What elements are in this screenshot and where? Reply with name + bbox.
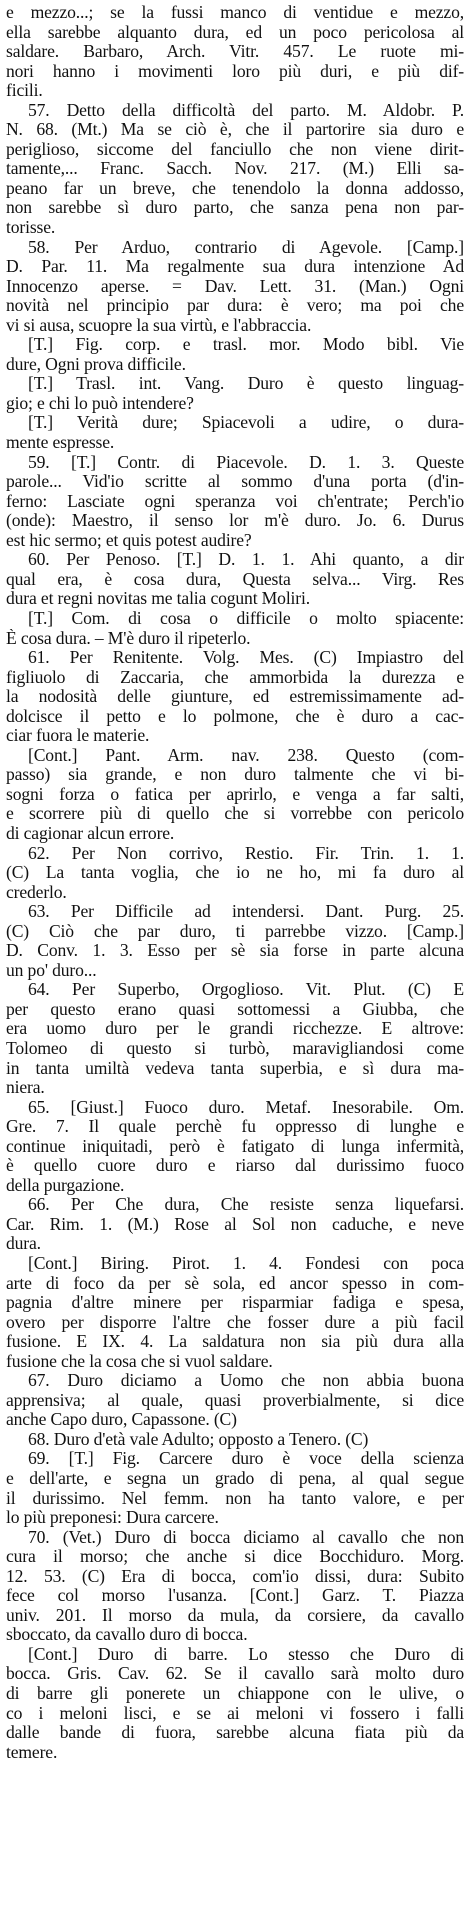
text-line: parole... Vid'io scritte al sommo d'una porta (d'in- — [6, 472, 464, 492]
text-line: dalle bande di fuora, sarebbe alcuna fiata più da — [6, 1723, 464, 1743]
text-line: Tolomeo di questo si turbò, maravigliandosi come — [6, 1038, 464, 1058]
text-line: novità nel principio par dura: è vero; ma poi che — [6, 296, 464, 316]
text-line: continue iniquitadi, però è fatigato di lunga infermità, — [6, 1136, 464, 1156]
text-line: [T.] Verità dure; Spiacevoli a udire, o dura- — [28, 413, 464, 433]
text-line: 61. Per Renitente. Volg. Mes. (C) Impiastro del — [28, 648, 464, 668]
text-line: ella sarebbe alquanto dura, ed un poco pericolosa al — [6, 22, 464, 42]
text-line: [Cont.] Biring. Pirot. 1. 4. Fondesi con poca — [28, 1254, 464, 1273]
text-line: Innocenzo aperse. = Dav. Lett. 31. (Man.) Ogni — [6, 276, 464, 296]
text-line: nori hanno i movimenti loro più duri, e più dif- — [6, 61, 464, 81]
text-line: 69. [T.] Fig. Carcere duro è voce della scienza — [28, 1449, 464, 1469]
text-line: della purgazione. — [6, 1175, 125, 1195]
text-line: gio; e chi lo può intendere? — [6, 393, 194, 413]
text-line: vi si ausa, scuopre la sua virtù, e l'abbraccia. — [6, 315, 312, 335]
text-line: dura et regni novitas me talia cogunt Moliri. — [6, 589, 310, 609]
text-line: univ. 201. Il morso da mula, da corsiere, da cavallo — [6, 1605, 464, 1625]
text-line: N. 68. (Mt.) Ma se ciò è, che il partorire sia duro e — [6, 120, 464, 140]
text-line: torisse. — [6, 218, 56, 238]
text-line: bocca. Gris. Cav. 62. Se il cavallo sarà molto duro — [6, 1664, 464, 1684]
text-line: e scorrere più di quello che si vorrebbe con pericolo — [6, 804, 464, 824]
text-line: dura. — [6, 1234, 41, 1254]
text-line: un po' duro... — [6, 960, 97, 980]
text-line: periglioso, siccome del fanciullo che non viene dirit- — [6, 139, 464, 159]
text-line: 64. Per Superbo, Orgoglioso. Vit. Plut. (C) E — [28, 980, 464, 1000]
text-line: peano far un breve, che tenendolo la donna addosso, — [6, 178, 464, 198]
text-line: Gre. 7. Il quale perchè fu oppresso di lunghe e — [6, 1117, 464, 1137]
text-line: e mezzo...; se la fussi manco di ventidue e mezzo, — [6, 3, 464, 22]
text-line: 58. Per Arduo, contrario di Agevole. [Camp.] — [28, 237, 464, 257]
text-line: fusione. E IX. 4. La saldatura non sia più dura alla — [6, 1332, 464, 1352]
text-line: est hic sermo; et quis potest audire? — [6, 530, 252, 550]
text-line: figliuolo di Zaccaria, che ammorbida la durezza e — [6, 667, 464, 687]
text-line: 68. Duro d'età vale Adulto; opposto a Tenero. (C) — [28, 1429, 369, 1449]
text-line: saldare. Barbaro, Arch. Vitr. 457. Le ruote mi- — [6, 42, 464, 62]
text-line: di barre gli ponerete un chiappone con le ulive, o — [6, 1684, 464, 1704]
text-line: era uomo duro per le grandi ricchezze. E altrove: — [6, 1019, 464, 1039]
text-line: fece col morso l'usanza. [Cont.] Garz. T. Piazza — [6, 1586, 464, 1606]
text-line: (C) La tanta voglia, che io ne ho, mi fa duro al — [6, 863, 464, 883]
text-line: (C) Ciò che par duro, ti parrebbe vizzo. [Camp.] — [6, 921, 464, 941]
text-line: di cagionar alcun errore. — [6, 823, 175, 843]
text-line: fusione che la cosa che si vuol saldare. — [6, 1351, 273, 1371]
text-line: (onde): Maestro, il senso lor m'è duro. Jo. 6. Durus — [6, 511, 464, 531]
text-line: [Cont.] Duro di barre. Lo stesso che Duro di — [28, 1644, 464, 1664]
text-line: sboccato, da cavallo duro di bocca. — [6, 1625, 248, 1645]
text-line: e dell'arte, e segna un grado di pena, al qual segue — [6, 1469, 464, 1489]
text-line: niera. — [6, 1078, 45, 1098]
text-line: in tanta umiltà vedeva tanta superbia, e sì dura ma- — [6, 1058, 464, 1078]
text-line: 57. Detto della difficoltà del parto. M. Aldobr. P. — [28, 100, 464, 120]
text-line: È cosa dura. – M'è duro il ripeterlo. — [6, 628, 251, 648]
text-line: è quello cuore duro e riarso dal durissimo fuoco — [6, 1156, 464, 1176]
text-line: dure, Ogni prova difficile. — [6, 354, 186, 374]
text-line: lo più preponesi: Dura carcere. — [6, 1508, 219, 1528]
text-line: anche Capo duro, Capassone. (C) — [6, 1410, 237, 1430]
text-line: D. Conv. 1. 3. Esso per sè sia forse in parte alcuna — [6, 941, 464, 961]
text-line: 12. 53. (C) Era di bocca, com'io dissi, dura: Subito — [6, 1566, 464, 1586]
text-line: 67. Duro diciamo a Uomo che non abbia buona — [28, 1371, 464, 1391]
text-line: 62. Per Non corrivo, Restio. Fir. Trin. 1. 1. — [28, 843, 464, 863]
text-line: la nodosità delle giunture, ed estremissimamente ad- — [6, 687, 464, 707]
text-line: qual era, è cosa dura, Questa selva... Virg. Res — [6, 569, 464, 589]
text-line: 59. [T.] Contr. di Piacevole. D. 1. 3. Queste — [28, 452, 464, 472]
text-line: [T.] Fig. corp. e trasl. mor. Modo bibl. Vie — [28, 335, 464, 355]
text-line: non sarebbe sì duro parto, che sanza pena non par- — [6, 198, 464, 218]
text-line: cura il morso; che anche si dice Bocchiduro. Morg. — [6, 1547, 464, 1567]
text-line: [T.] Com. di cosa o difficile o molto spiacente: — [28, 608, 464, 628]
text-line: 63. Per Difficile ad intendersi. Dant. Purg. 25. — [28, 902, 464, 922]
text-line: ferno: Lasciate ogni speranza voi ch'entrate; Perch'io — [6, 491, 464, 511]
text-line: co i meloni lisci, e se ai meloni vi fossero i falli — [6, 1703, 464, 1723]
text-line: 60. Per Penoso. [T.] D. 1. 1. Ahi quanto, a dir — [28, 550, 464, 570]
text-line: sogni forza o fatica per aprirlo, e venga a far salti, — [6, 784, 464, 804]
text-line: tamente,... Franc. Sacch. Nov. 217. (M.) Elli sa- — [6, 159, 464, 179]
text-line: per questo erano quasi sottomessi a Giubba, che — [6, 999, 464, 1019]
text-line: 70. (Vet.) Duro di bocca diciamo al cavallo che non — [28, 1527, 464, 1547]
text-line: mente espresse. — [6, 433, 115, 453]
text-line: ficili. — [6, 81, 43, 101]
text-line: [Cont.] Pant. Arm. nav. 238. Questo (com- — [28, 745, 464, 765]
text-line: dolcisce il petto e lo polmone, che è duro a cac- — [6, 706, 464, 726]
text-line: il durissimo. Nel femm. non ha tanto valore, e per — [6, 1488, 464, 1508]
text-line: passo) sia grande, e non duro talmente che vi bi- — [6, 765, 464, 785]
text-line: Car. Rim. 1. (M.) Rose al Sol non caduche, e neve — [6, 1214, 464, 1234]
text-line: crederlo. — [6, 882, 67, 902]
text-line: ciar fuora le materie. — [6, 726, 150, 746]
text-line: pagnia d'altre minere per risparmiar fadiga e spesa, — [6, 1293, 464, 1313]
text-line: apprensiva; al quale, quasi proverbialmente, si dice — [6, 1390, 464, 1410]
text-line: 65. [Giust.] Fuoco duro. Metaf. Inesorabile. Om. — [28, 1097, 464, 1117]
text-line: temere. — [6, 1742, 58, 1762]
text-line: 66. Per Che dura, Che resiste senza liquefarsi. — [28, 1195, 464, 1215]
text-line: [T.] Trasl. int. Vang. Duro è questo linguag- — [28, 374, 464, 394]
text-line: D. Par. 11. Ma regalmente sua dura intenzione Ad — [6, 257, 464, 277]
text-line: arte di foco da per sè sola, ed ancor spesso in com- — [6, 1273, 464, 1293]
text-line: overo per disporre l'altre che fosser dure a più facil — [6, 1312, 464, 1332]
